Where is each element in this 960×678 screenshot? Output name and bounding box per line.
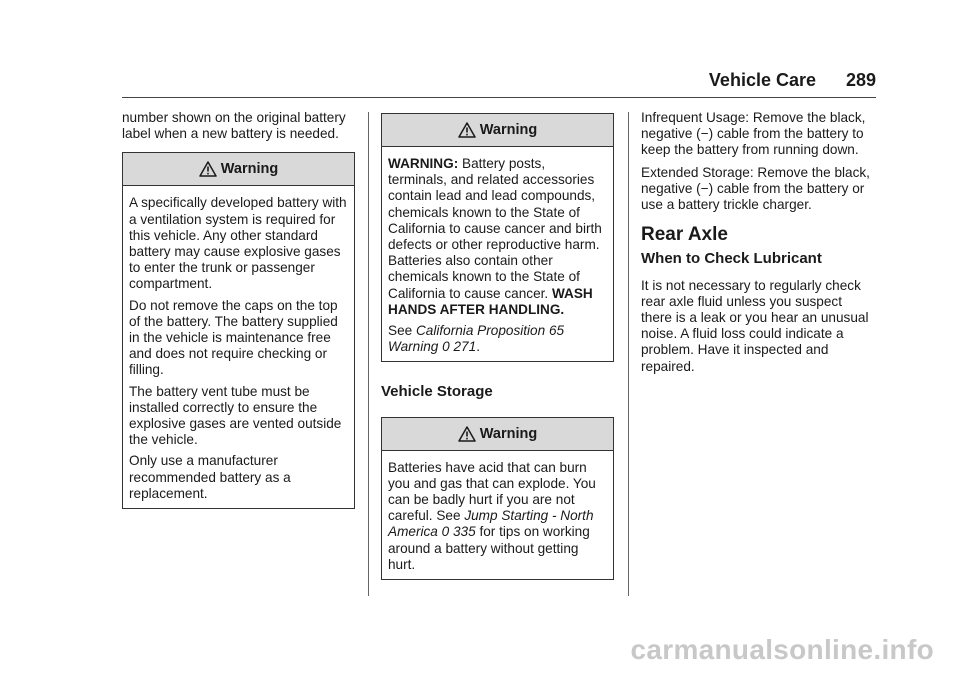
column-divider-1 (368, 112, 369, 596)
section-title: Vehicle Care (708, 70, 816, 90)
column-2 (381, 113, 614, 586)
warning-body (382, 451, 613, 579)
page-ref[interactable]: 335 (452, 524, 476, 540)
warning-paragraph: Do not remove the caps on the top of the battery. The battery supplied in the vehicle is maintenance free and does not require checking or filling. (129, 297, 338, 378)
warning-text-end: for tips on working around a battery without getting hurt. (388, 524, 590, 572)
page-header (122, 68, 876, 98)
warning-header (123, 153, 354, 186)
warning-title: Warning (479, 121, 538, 138)
warning-paragraph: Only use a manufacturer recommended battery as a replacement. (129, 453, 291, 501)
see-end: . (476, 339, 480, 355)
vehicle-storage-heading: Vehicle Storage (381, 383, 493, 401)
page-ref-arrow-icon: 0 (441, 524, 450, 540)
warning-paragraph (388, 156, 607, 318)
warning-icon (458, 426, 476, 442)
warning-header (382, 418, 613, 451)
warning-title: Warning (220, 161, 279, 178)
jump-starting-link[interactable]: Jump Starting - North America (388, 508, 594, 540)
rear-axle-heading: Rear Axle (641, 224, 728, 246)
page-number: 289 (845, 70, 876, 90)
warning-box-battery (122, 152, 355, 509)
warning-text: Batteries have acid that can burn you and gas that can explode. You can be badly hurt if you are not careful. See (388, 459, 596, 524)
see-reference (388, 323, 607, 355)
watermark: carmanualsonline.info (630, 634, 934, 665)
warning-body (123, 186, 354, 508)
header-rule (122, 97, 876, 98)
warning-paragraph: The battery vent tube must be installed correctly to ensure the explosive gases are vented outside the vehicle. (129, 383, 342, 448)
warning-lead: WARNING: (388, 156, 459, 171)
column-divider-2 (628, 112, 629, 596)
warning-box-acid (381, 417, 614, 580)
warning-tail: WASH HANDS AFTER HANDLING. (388, 285, 593, 317)
proposition-65-link[interactable]: California Proposition 65 Warning (388, 323, 565, 355)
warning-icon (458, 122, 476, 138)
warning-header (382, 114, 613, 147)
page-ref-arrow-icon: 0 (442, 339, 450, 355)
lubricant-text: It is not necessary to regularly check rear axle fluid unless you suspect there is a leak or you hear an unusual noise. A fluid loss could indicate a problem. Have it inspected and repaired. (641, 277, 869, 374)
warning-paragraph (388, 460, 607, 573)
warning-icon (199, 161, 217, 177)
see-prefix: See (388, 323, 416, 339)
warning-title: Warning (479, 425, 538, 442)
check-lubricant-heading: When to Check Lubricant (641, 250, 822, 268)
warning-box-lead (381, 113, 614, 362)
warning-body (382, 147, 613, 361)
infrequent-usage-text: Infrequent Usage: Remove the black, negative (−) cable from the battery to keep the battery from running down. (641, 110, 866, 158)
column-1 (122, 110, 355, 515)
intro-text: number shown on the original battery label when a new battery is needed. (122, 110, 346, 142)
column-3 (641, 110, 876, 381)
page-ref[interactable]: 271 (453, 339, 477, 355)
warning-paragraph: A specifically developed battery with a ventilation system is required for this vehicle. Any other standard battery may cause explosive gases to enter the trunk or passenger compartment. (129, 195, 347, 292)
extended-storage-text: Extended Storage: Remove the black, negative (−) cable from the battery or use a battery trickle charger. (641, 164, 870, 213)
warning-text: Battery posts, terminals, and related accessories contain lead and lead compounds, chemicals known to the State of California to cause cancer and birth defects or other reproductive harm. Batteries also contain other chemicals known to the State of California to cause cancer. (388, 156, 602, 301)
